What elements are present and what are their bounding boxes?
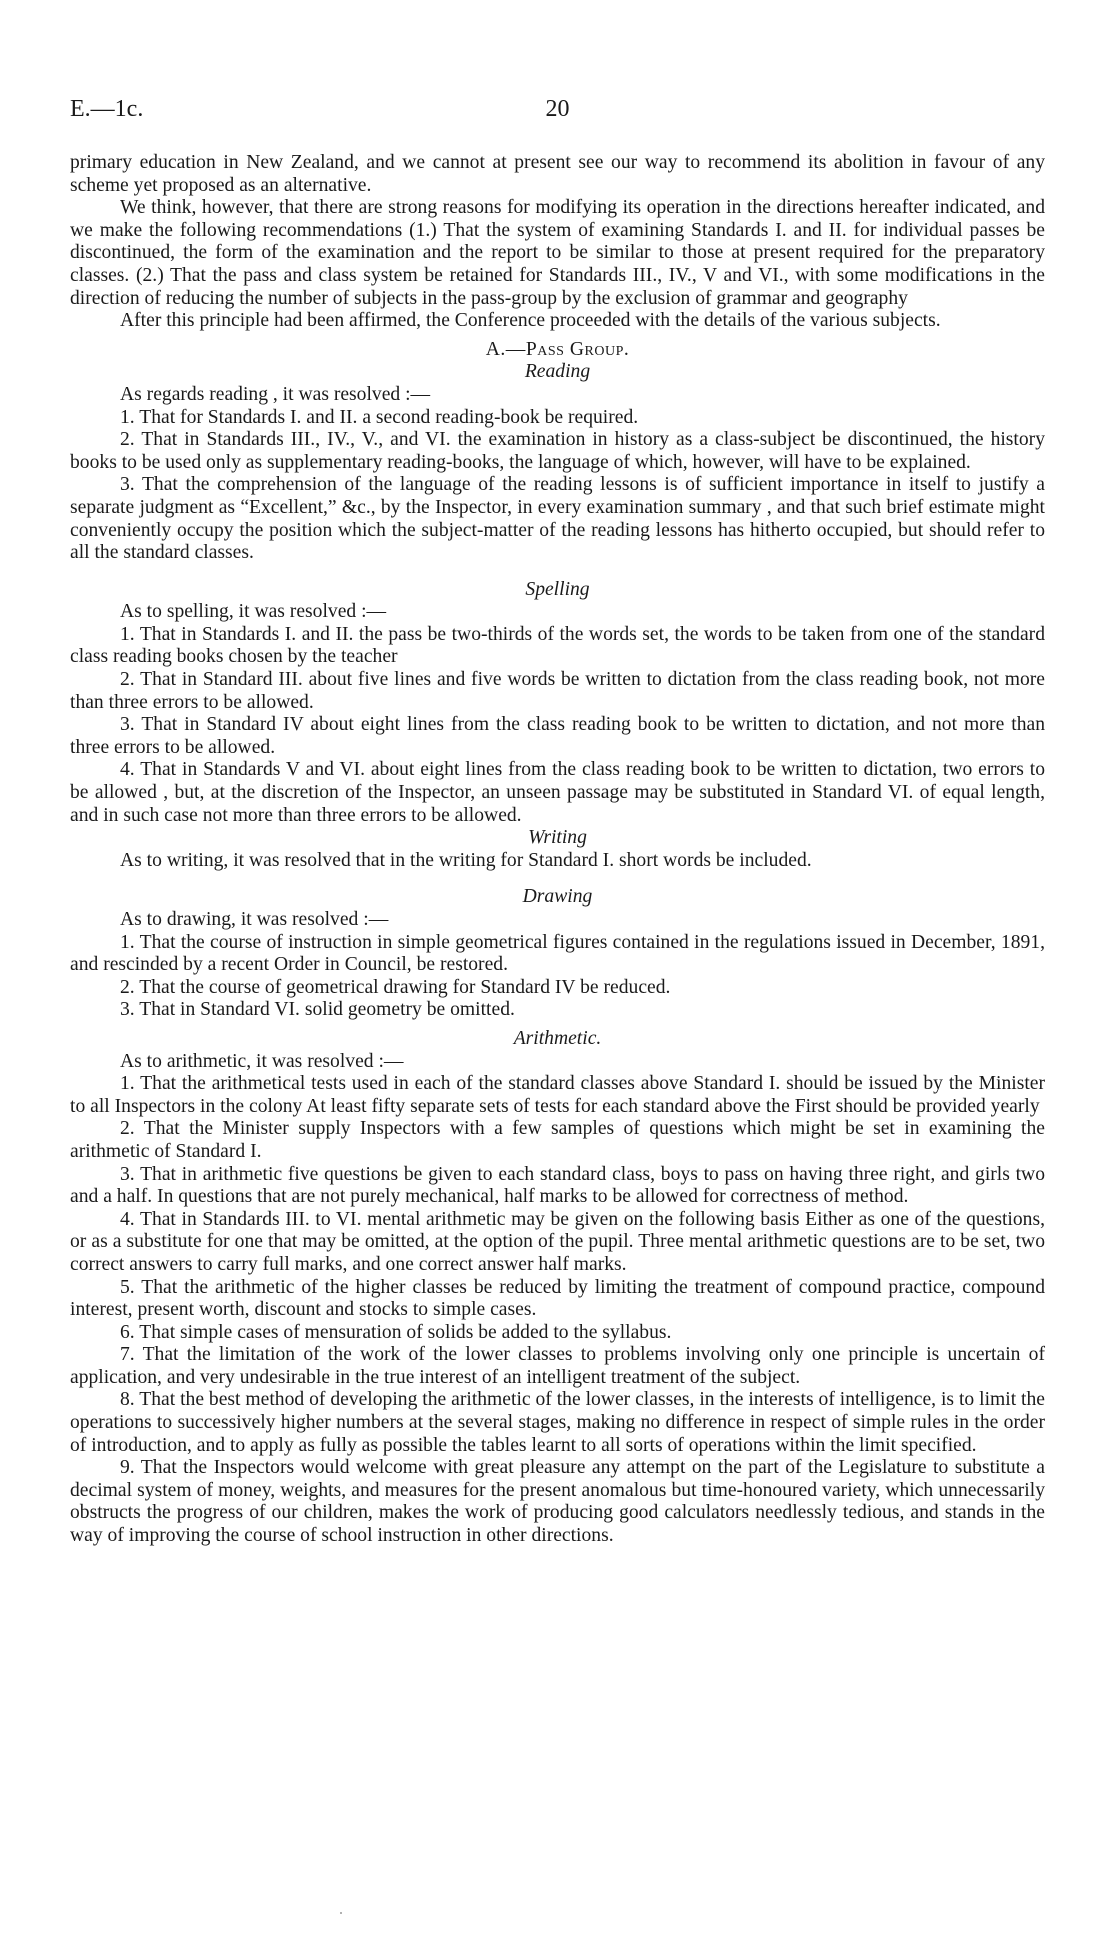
intro-paragraph: We think, however, that there are strong reasons for modifying its operation in the directions hereafter indicated, and we make the following recommendations (1.) That the system of examining Standards I. and II. for individual passes be discontinued, the form of the examination and the report to be similar to those at present required for the preparatory classes. (2.) That the pass and class system be retained for Standards III., IV., V and VI., with some modifications in the direction of reducing the number of subjects in the pass-group by the exclusion of grammar and geography	[70, 197, 1045, 309]
subheading-reading: Reading	[524, 361, 591, 383]
arithmetic-item: 3. That in arithmetic five questions be given to each standard class, boys to pass on having three right, and girls two and a half. In questions that are not purely mechanical, half marks to be allowed for correctness of method.	[70, 1163, 1045, 1208]
arithmetic-item: 9. That the Inspectors would welcome with great pleasure any attempt on the part of the Legislature to substitute a decimal system of money, weights, and measures for the present anomalous but time-honoured variety, which unnecessarily obstructs the progress of our children, makes the work of producing good calculators needlessly tedious, and stands in the way of improving the course of school instruction in other directions.	[70, 1457, 1045, 1547]
arithmetic-item: 6. That simple cases of mensuration of solids be added to the syllabus.	[120, 1321, 672, 1343]
reading-item: 1. That for Standards I. and II. a second reading-book be required.	[120, 406, 639, 428]
writing-lead: As to writing, it was resolved that in the writing for Standard I. short words be included.	[120, 849, 812, 871]
arithmetic-item: 7. That the limitation of the work of the lower classes to problems involving only one principle is uncertain of application, and very undesirable in the true interest of an intelligent treatment of the subject.	[70, 1344, 1045, 1388]
drawing-lead: As to drawing, it was resolved :—	[120, 909, 389, 930]
drawing-item: 3. That in Standard VI. solid geometry be omitted.	[120, 999, 515, 1021]
page-header	[70, 96, 1045, 136]
reading-item: 2. That in Standards III., IV., V., and VI. the examination in history as a class-subject be discontinued, the history books to be used only as supplementary reading-books, the language of which, however, will have to be explained.	[70, 429, 1045, 473]
reading-item: 3. That the comprehension of the language of the reading lessons is of sufficient importance in itself to justify a separate judgment as “Excellent,” &c., by the Inspector, in every examination summary , and that such brief estimate might conveniently occupy the position which the subject-matter of the reading lessons has hitherto occupied, but should refer to all the standard classes.	[70, 474, 1045, 564]
section-heading-pass-group: A.—Pass Group.	[485, 338, 630, 360]
arithmetic-item: 2. That the Minister supply Inspectors with a few samples of questions which might be set in examining the arithmetic of Standard I.	[70, 1118, 1045, 1162]
arithmetic-item: 1. That the arithmetical tests used in each of the standard classes above Standard I. should be issued by the Minister to all Inspectors in the colony At least fifty separate sets of tests for each standard above the First should be provided yearly	[70, 1073, 1045, 1117]
arithmetic-item: 8. That the best method of developing the arithmetic of the lower classes, in the interests of intelligence, is to limit the operations to successively higher numbers at the several stages, making no difference in respect of simple rules in the order of introduction, and to apply as fully as possible the tables learnt to all sorts of operations within the limit specified.	[70, 1389, 1045, 1456]
subheading-drawing: Drawing	[522, 886, 593, 908]
reading-lead: As regards reading , it was resolved :—	[120, 383, 431, 405]
arithmetic-item: 5. That the arithmetic of the higher classes be reduced by limiting the treatment of compound practice, compound interest, present worth, discount and stocks to simple cases.	[70, 1276, 1045, 1321]
document-code: E.—1c.	[70, 96, 144, 122]
page-number: 20	[545, 96, 570, 122]
arithmetic-lead: As to arithmetic, it was resolved :—	[120, 1050, 404, 1072]
scan-speck	[340, 1912, 342, 1914]
intro-paragraph: primary education in New Zealand, and we cannot at present see our way to recommend its abolition in favour of any scheme yet proposed as an alternative.	[70, 152, 1045, 196]
subheading-arithmetic: Arithmetic.	[513, 1027, 602, 1049]
drawing-item: 2. That the course of geometrical drawing for Standard IV be reduced.	[120, 976, 671, 998]
spelling-item: 3. That in Standard IV about eight lines from the class reading book to be written to dictation, and not more than three errors to be allowed.	[70, 714, 1045, 758]
spelling-lead: As to spelling, it was resolved :—	[120, 601, 387, 623]
spelling-item: 2. That in Standard III. about five lines and five words be written to dictation from the class reading book, not more than three errors to be allowed.	[70, 669, 1045, 713]
arithmetic-item: 4. That in Standards III. to VI. mental arithmetic may be given on the following basis Either as one of the questions, or as a substitute for one that may be omitted, at the option of the pupil. Three mental arithmetic questions are to be set, two correct answers to carry full marks, and one correct answer half marks.	[70, 1208, 1045, 1275]
subheading-writing: Writing	[528, 827, 587, 849]
spelling-item: 4. That in Standards V and VI. about eight lines from the class reading book to be written to dictation, two errors to be allowed , but, at the discretion of the Inspector, an unseen passage may be substituted in Standard VI. of equal length, and in such case not more than three errors to be allowed.	[70, 759, 1045, 826]
page-body	[70, 152, 1045, 1548]
subheading-spelling: Spelling	[525, 578, 590, 600]
intro-paragraph: After this principle had been affirmed, the Conference proceeded with the details of the various subjects.	[120, 310, 941, 332]
spelling-item: 1. That in Standards I. and II. the pass be two-thirds of the words set, the words to be taken from one of the standard class reading books chosen by the teacher	[70, 623, 1045, 668]
drawing-item: 1. That the course of instruction in simple geometrical figures contained in the regulations issued in December, 1891, and rescinded by a recent Order in Council, be restored.	[70, 931, 1045, 976]
